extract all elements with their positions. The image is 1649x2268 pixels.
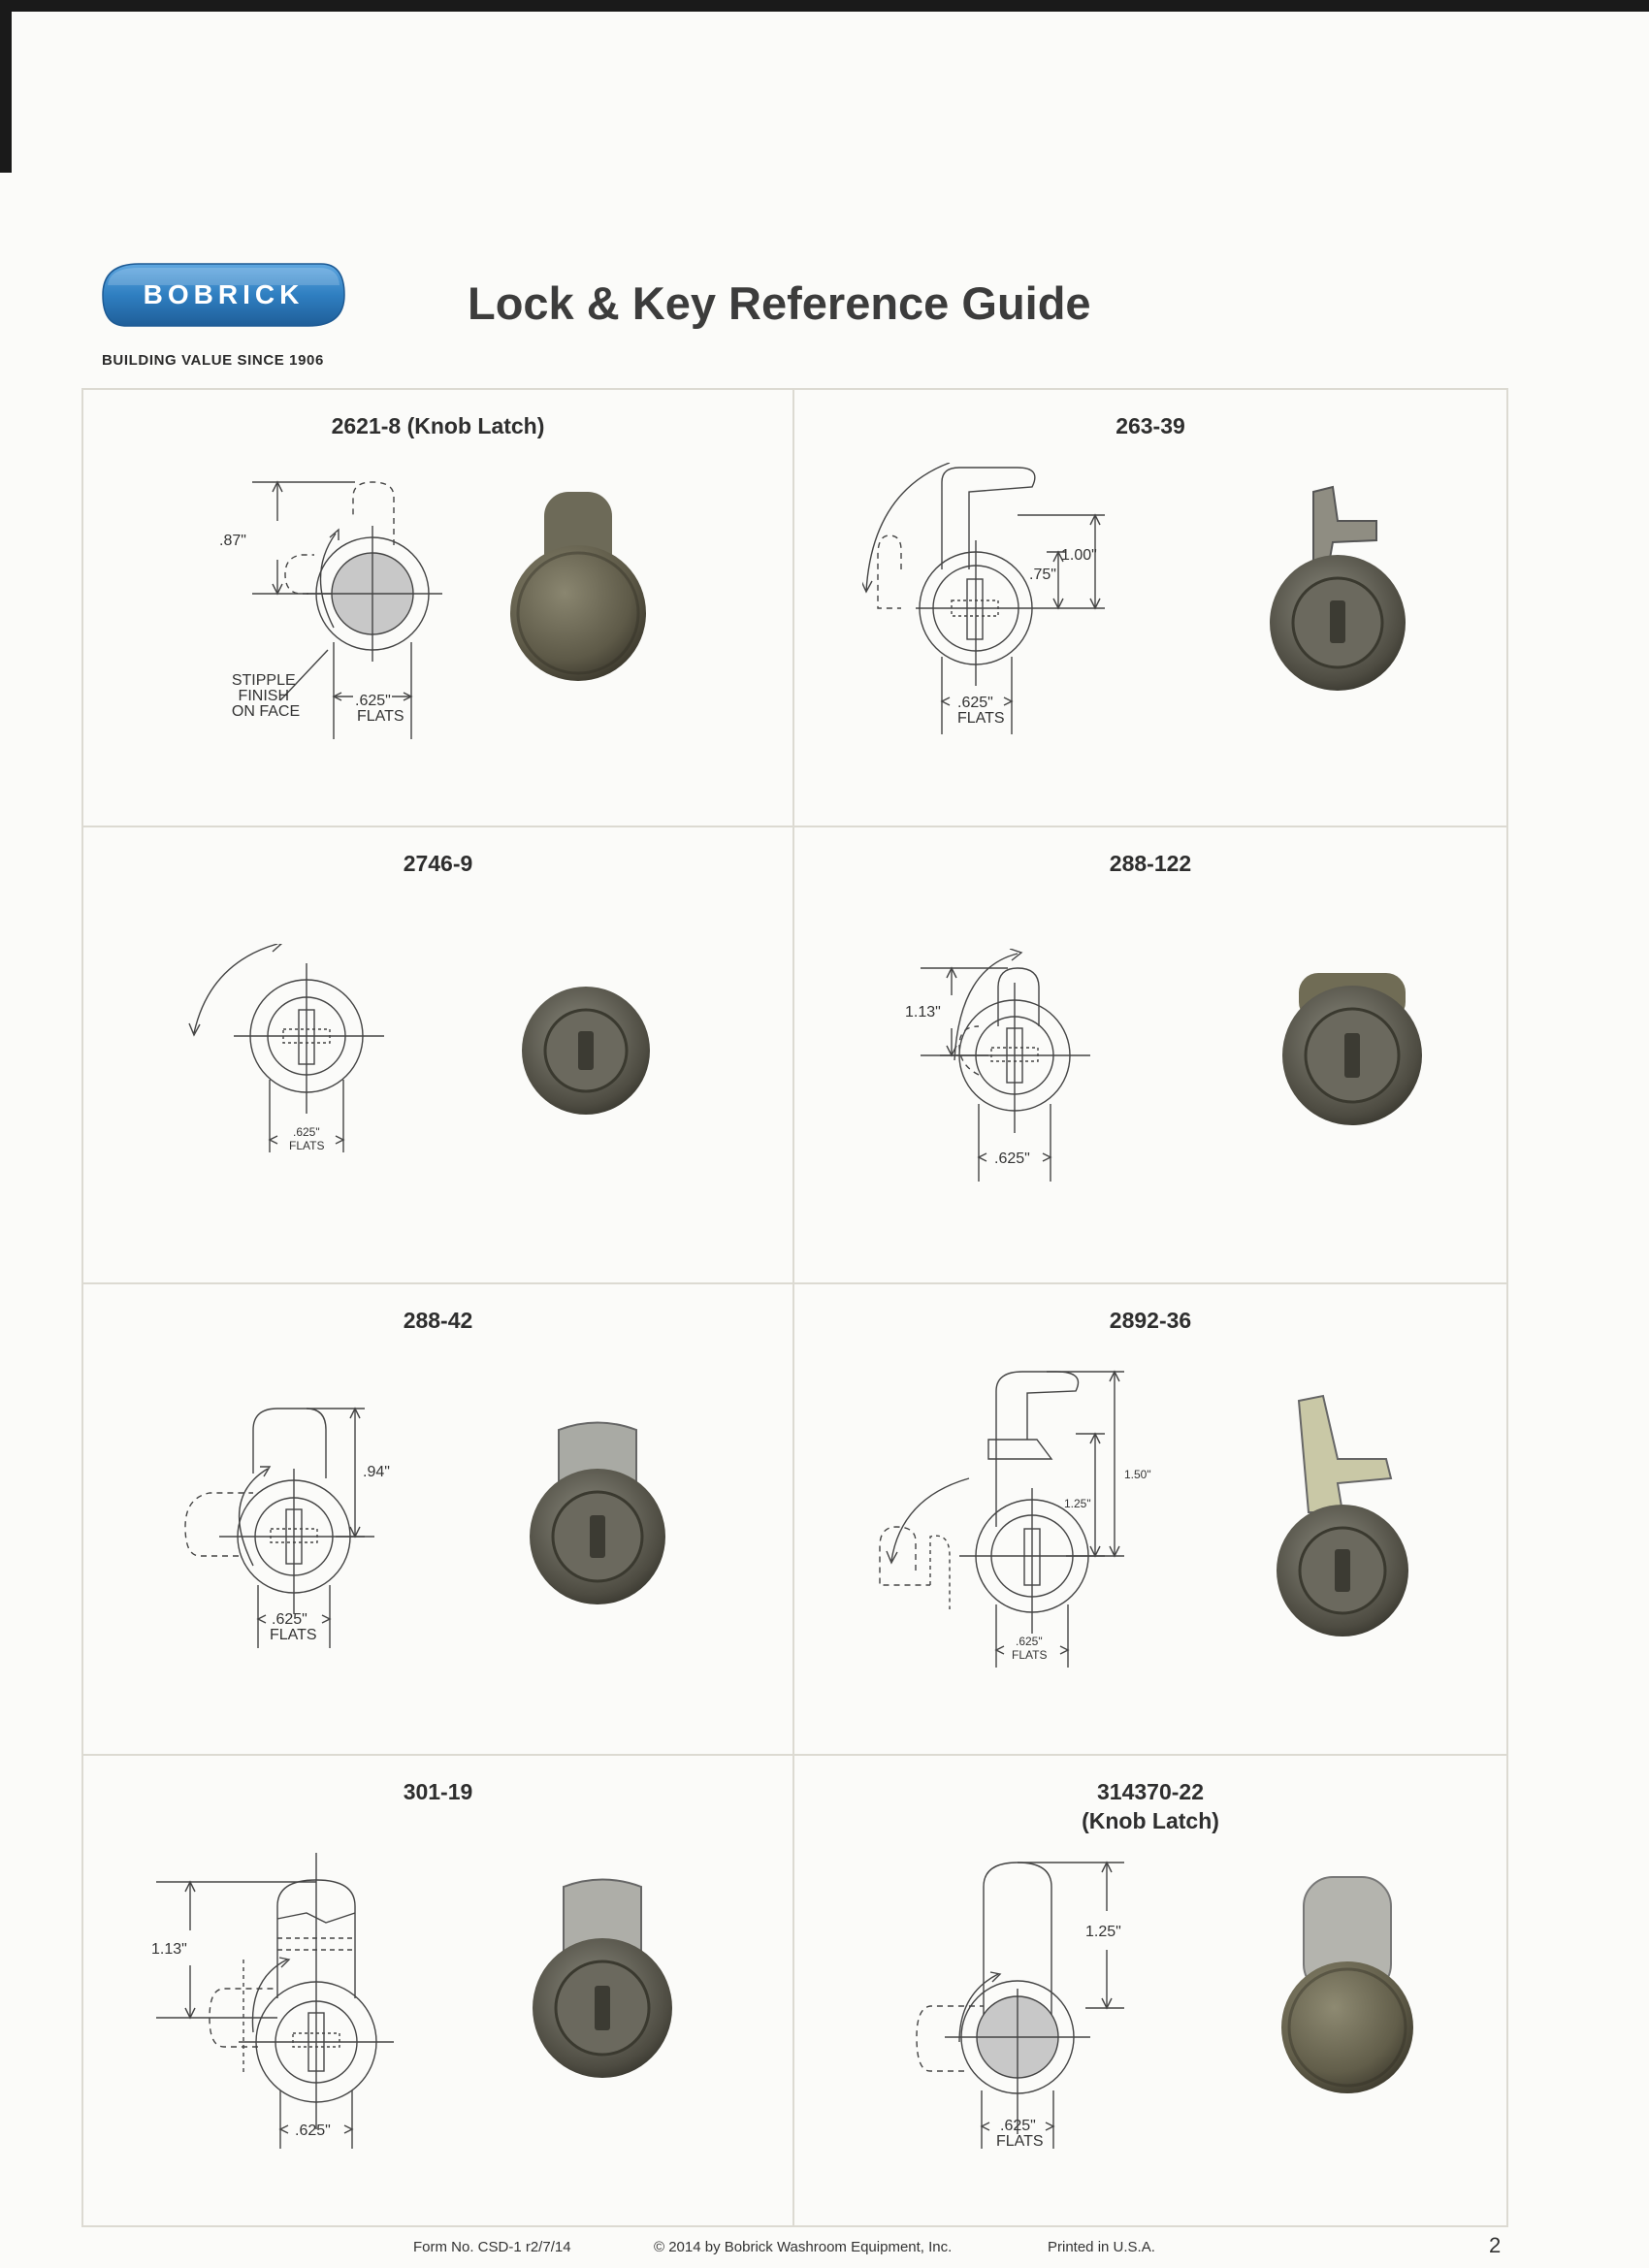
lock-cell (83, 1756, 792, 2225)
dimension-drawing (161, 468, 510, 759)
lock-photo (520, 1410, 675, 1624)
scan-top-edge (0, 0, 1649, 12)
printed-in: Printed in U.S.A. (1048, 2239, 1155, 2255)
dimension-drawing (843, 1352, 1260, 1701)
dim-label: 1.00" (1061, 547, 1097, 564)
dimension-drawing (901, 949, 1192, 1201)
form-number: Form No. CSD-1 r2/7/14 (413, 2239, 571, 2255)
dim-label: .625" (355, 693, 391, 709)
dim-label: FLATS (1012, 1648, 1048, 1662)
dimension-drawing (161, 1401, 491, 1653)
dim-label: FLATS (357, 708, 404, 725)
dimension-drawing (853, 1853, 1241, 2154)
dim-label: .625" (994, 1150, 1030, 1167)
lock-photo (1270, 963, 1435, 1128)
page-number: 2 (1489, 2233, 1502, 2257)
page-title: Lock & Key Reference Guide (468, 277, 1091, 329)
tagline: BUILDING VALUE SINCE 1906 (102, 352, 324, 369)
bobrick-logo (100, 260, 347, 330)
copyright: © 2014 by Bobrick Washroom Equipment, Inc. (654, 2239, 953, 2255)
lock-cell (83, 827, 792, 1282)
dimension-drawing (180, 944, 491, 1177)
dim-label: .75" (1029, 567, 1056, 583)
dim-label: .625" (957, 695, 993, 711)
dim-label: .625" (1016, 1635, 1043, 1648)
dimension-drawing (862, 463, 1250, 754)
dim-label: 1.13" (905, 1004, 941, 1021)
lock-photo (510, 487, 665, 710)
lock-photo (520, 983, 656, 1118)
part-number: 2892-36 (1109, 1308, 1192, 1333)
dim-label: FLATS (957, 710, 1005, 727)
dim-label: FLATS (270, 1627, 317, 1643)
part-number: 288-122 (1109, 851, 1192, 876)
dim-label: FLATS (996, 2133, 1044, 2150)
lock-photo (520, 1867, 685, 2095)
dim-label: .625" (272, 1611, 307, 1628)
dim-label: .87" (219, 533, 246, 549)
part-number: 301-19 (403, 1779, 473, 1804)
dim-label: 1.25" (1064, 1497, 1091, 1510)
lock-photo (1270, 1391, 1435, 1643)
part-number: 2621-8 (Knob Latch) (331, 413, 545, 438)
dimension-drawing (151, 1853, 501, 2154)
dim-label: .625" (293, 1125, 320, 1139)
logo-text: BOBRICK (143, 279, 305, 309)
scan-left-edge (0, 0, 12, 173)
lock-cell (794, 1284, 1506, 1754)
lock-cell (794, 827, 1506, 1282)
dim-label: .625" (1000, 2118, 1036, 2134)
lock-photo (1260, 482, 1425, 705)
lock-cell (83, 390, 792, 826)
dim-label: 1.50" (1124, 1468, 1151, 1481)
lock-cell (794, 390, 1506, 826)
part-number: 314370-22 (Knob Latch) (1082, 1779, 1219, 1833)
dim-label: 1.25" (1085, 1924, 1121, 1940)
part-number: 263-39 (1116, 413, 1185, 438)
part-number: 288-42 (403, 1308, 473, 1333)
dim-label: 1.13" (151, 1941, 187, 1958)
part-number: 2746-9 (403, 851, 473, 876)
finish-note: STIPPLE FINISH ON FACE (231, 672, 301, 720)
lock-cell (794, 1756, 1506, 2225)
dim-label: FLATS (289, 1139, 325, 1152)
dim-label: .94" (363, 1464, 390, 1480)
dim-label: .625" (295, 2122, 331, 2139)
lock-cell (83, 1284, 792, 1754)
lock-photo (1270, 1872, 1425, 2105)
